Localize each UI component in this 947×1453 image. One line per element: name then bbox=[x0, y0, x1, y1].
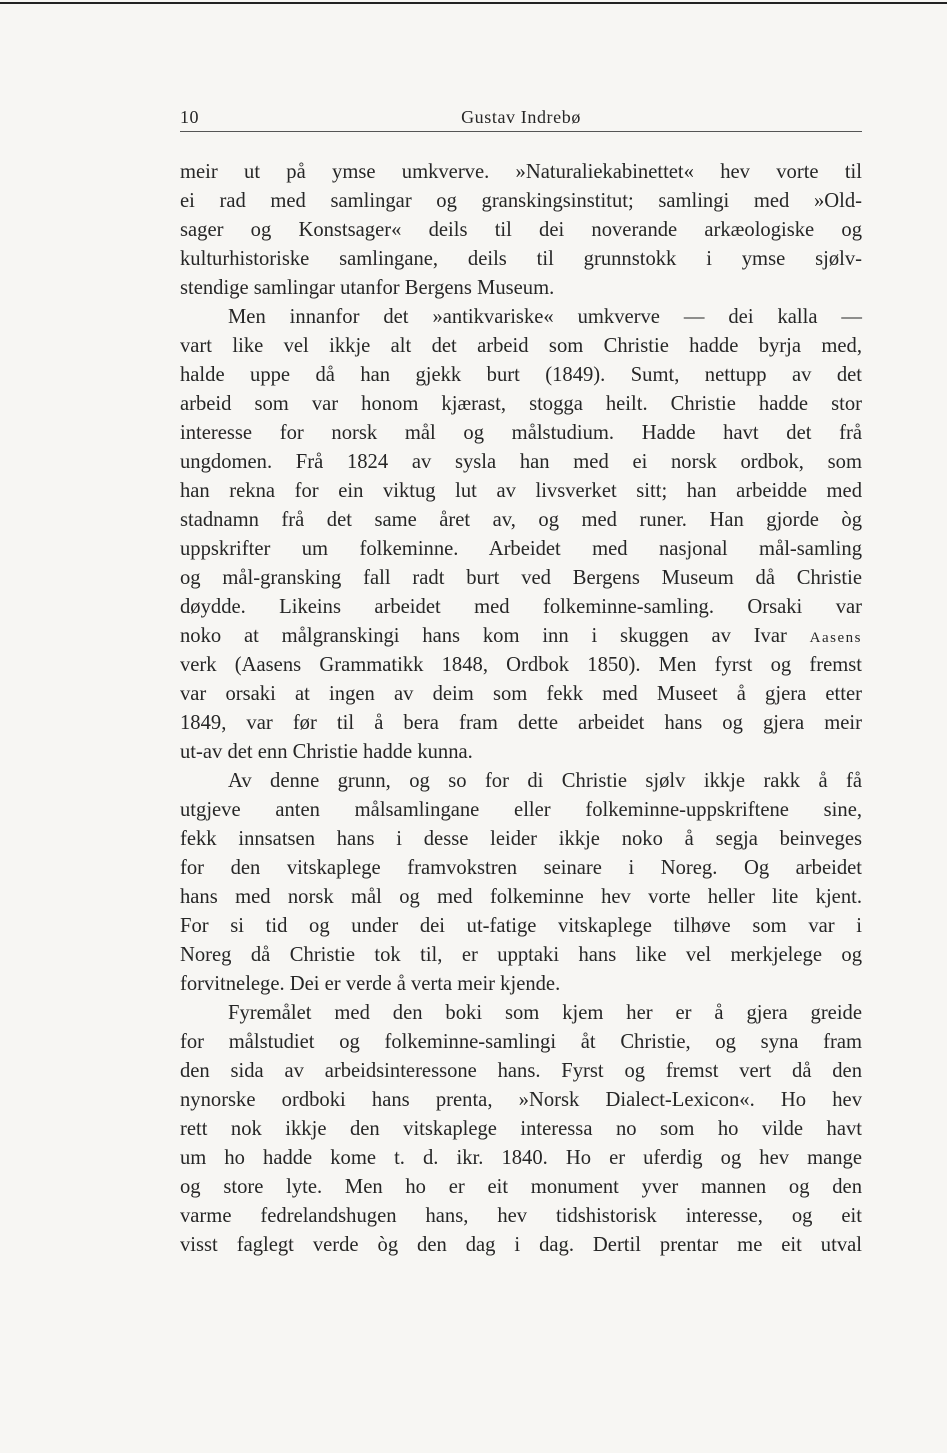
text-line: forvitnelege. Dei er verde å verta meir kjende. bbox=[180, 973, 561, 995]
text-line: Men innanfor det »antikvariske« umkverve — dei kalla — bbox=[228, 306, 862, 328]
header-rule bbox=[180, 131, 862, 132]
text-line: vart like vel ikkje alt det arbeid som Christie hadde byrja med, bbox=[180, 335, 862, 357]
text-line: han rekna for ein viktug lut av livsverket sitt; han arbeidde med bbox=[180, 480, 862, 502]
body-text bbox=[180, 158, 862, 1260]
text-line: Noreg då Christie tok til, er upptaki hans like vel merkjelege og bbox=[180, 944, 862, 966]
text-line: utgjeve anten målsamlingane eller folkeminne-uppskriftene sine, bbox=[180, 799, 862, 821]
text-line: kulturhistoriske samlingane, deils til grunnstokk i ymse sjølv- bbox=[180, 248, 862, 270]
text-line: meir ut på ymse umkverve. »Naturaliekabinettet« hev vorte til bbox=[180, 161, 862, 183]
text-line: fekk innsatsen hans i desse leider ikkje noko å segja beinveges bbox=[180, 828, 862, 850]
text-line: for målstudiet og folkeminne-samlingi åt Christie, og syna fram bbox=[180, 1031, 862, 1053]
text-line: ut-av det enn Christie hadde kunna. bbox=[180, 741, 473, 763]
text-line: den sida av arbeidsinteressone hans. Fyrst og fremst vert då den bbox=[180, 1060, 862, 1082]
text-line bbox=[180, 622, 862, 651]
text-line: um ho hadde kome t. d. ikr. 1840. Ho er uferdig og hev mange bbox=[180, 1147, 862, 1169]
text-line: visst faglegt verde òg den dag i dag. Dertil prentar me eit utval bbox=[180, 1234, 862, 1256]
text-line: hans med norsk mål og med folkeminne hev vorte heller lite kjent. bbox=[180, 886, 862, 908]
text-line: og store lyte. Men ho er eit monument yver mannen og den bbox=[180, 1176, 862, 1198]
text-line: verk (Aasens Grammatikk 1848, Ordbok 1850). Men fyrst og fremst bbox=[180, 654, 862, 676]
page-number: 10 bbox=[180, 107, 199, 127]
text-line: uppskrifter um folkeminne. Arbeidet med nasjonal mål-samling bbox=[180, 538, 862, 560]
text-line: Av denne grunn, og so for di Christie sjølv ikkje rakk å få bbox=[228, 770, 862, 792]
text-line: varme fedrelandshugen hans, hev tidshistorisk interesse, og eit bbox=[180, 1205, 862, 1227]
text-line: Fyremålet med den boki som kjem her er å gjera greide bbox=[228, 1002, 862, 1024]
text-line: arbeid som var honom kjærast, stogga heilt. Christie hadde stor bbox=[180, 393, 862, 415]
text-line: halde uppe då han gjekk burt (1849). Sumt, nettupp av det bbox=[180, 364, 862, 386]
small-caps-name: Aasens bbox=[809, 630, 862, 646]
text-line: nynorske ordboki hans prenta, »Norsk Dialect-Lexicon«. Ho hev bbox=[180, 1089, 862, 1111]
text-line: og mål-gransking fall radt burt ved Bergens Museum då Christie bbox=[180, 567, 862, 589]
text-line: for den vitskaplege framvokstren seinare i Noreg. Og arbeidet bbox=[180, 857, 862, 879]
text-line: For si tid og under dei ut-fatige vitskaplege tilhøve som var i bbox=[180, 915, 862, 937]
text-line: sager og Konstsager« deils til dei noverande arkæologiske og bbox=[180, 219, 862, 241]
text-line: interesse for norsk mål og målstudium. Hadde havt det frå bbox=[180, 422, 862, 444]
text-line-part: noko at målgranskingi hans kom inn i skuggen av Ivar bbox=[180, 625, 810, 647]
text-line: døydde. Likeins arbeidet med folkeminne-samling. Orsaki var bbox=[180, 596, 862, 618]
text-line: stendige samlingar utanfor Bergens Museum. bbox=[180, 277, 555, 299]
text-line: rett nok ikkje den vitskaplege interessa no som ho vilde havt bbox=[180, 1118, 862, 1140]
running-title: Gustav Indrebø bbox=[461, 107, 581, 127]
text-line: 1849, var før til å bera fram dette arbeidet hans og gjera meir bbox=[180, 712, 862, 734]
text-line: stadnamn frå det same året av, og med runer. Han gjorde òg bbox=[180, 509, 862, 531]
text-line: ei rad med samlingar og granskingsinstitut; samlingi med »Old- bbox=[180, 190, 862, 212]
text-line: var orsaki at ingen av deim som fekk med Museet å gjera etter bbox=[180, 683, 862, 705]
text-line: ungdomen. Frå 1824 av sysla han med ei norsk ordbok, som bbox=[180, 451, 862, 473]
running-head bbox=[180, 103, 862, 131]
